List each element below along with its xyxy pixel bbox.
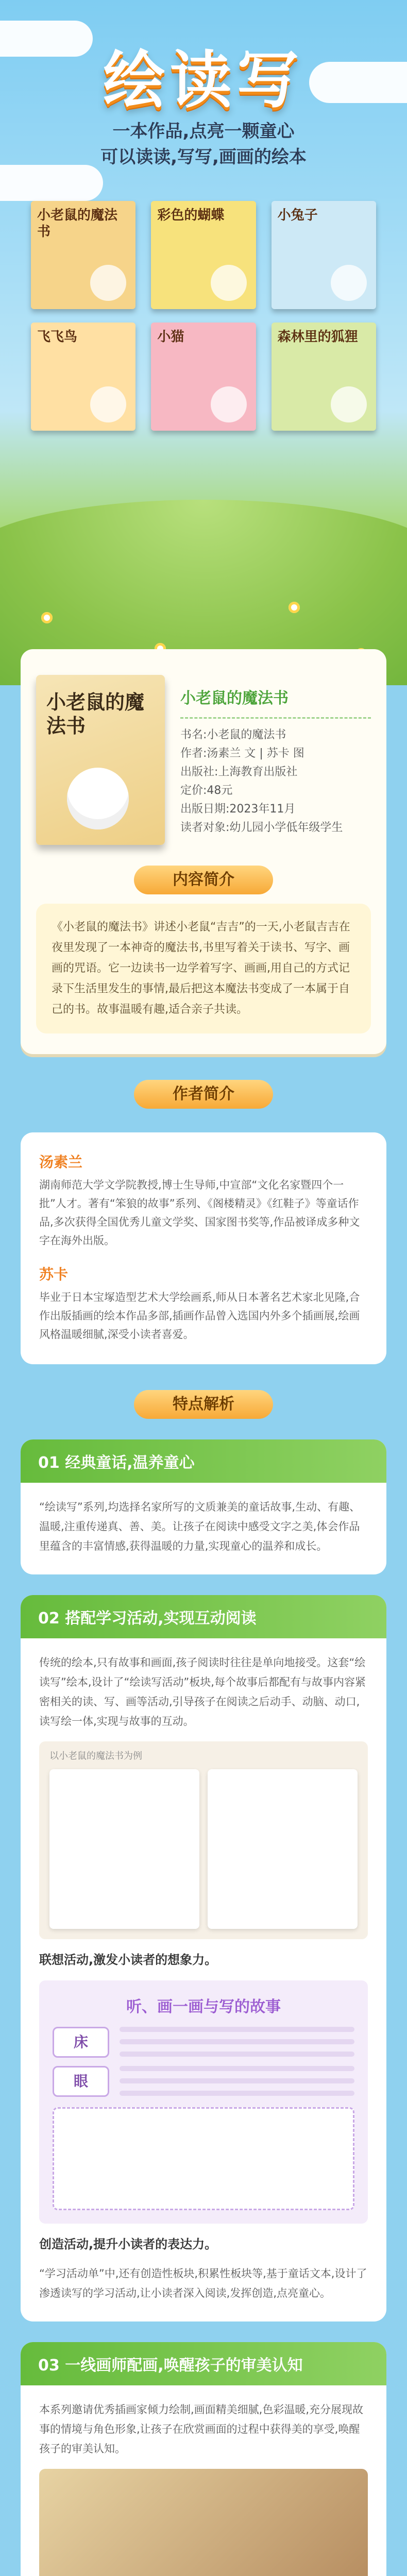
book-cover[interactable] [272, 201, 376, 309]
mouse-illustration [67, 768, 129, 829]
book-cover-title: 飞飞鸟 [37, 329, 78, 345]
feature-summary: “学习活动单”中,还有创造性板块,积累性板块等,基于童话文本,设计了渗透读写的学习活动,让小读者深入阅读,发挥创造,点亮童心。 [39, 2267, 367, 2299]
illustration-sample-1 [39, 2469, 368, 2576]
feature-text: 本系列邀请优秀插画家倾力绘制,画面精美细腻,色彩温暖,充分展现故事的情境与角色形象,让孩子在欣赏画面的过程中获得美的享受,唤醒孩子的审美认知。 [39, 2403, 364, 2455]
book-cover-title: 彩色的蝴蝶 [157, 208, 225, 223]
feature-heading: 02 搭配学习活动,实现互动阅读 [21, 1595, 386, 1638]
book-cover-illustration [90, 386, 126, 422]
writing-lines [120, 2027, 354, 2058]
hero-banner [0, 0, 407, 685]
book-detail-item: 作者:汤素兰 文 | 苏卡 图 [180, 747, 304, 760]
feature-highlight: 联想活动,激发小读者的想象力。 [39, 1953, 217, 1967]
cloud [0, 165, 103, 201]
book-detail-item: 定价:48元 [180, 784, 233, 797]
activity-tile: 床 [53, 2027, 109, 2058]
feature-body [21, 1638, 386, 2321]
book-info-card [21, 649, 386, 1054]
feature-card-3 [21, 2342, 386, 2576]
illustrator-name: 苏卡 [39, 1266, 69, 1283]
feature-heading: 03 一线画师配画,唤醒孩子的审美认知 [21, 2342, 386, 2385]
book-main-cover[interactable] [36, 675, 165, 845]
authors-card [21, 1132, 386, 1364]
book-detail-item: 书名:小老鼠的魔法书 [180, 728, 286, 741]
book-cover[interactable] [31, 323, 135, 431]
intro-title: 内容简介 [134, 866, 273, 894]
book-cover-illustration [90, 265, 126, 301]
activity-row [53, 2066, 354, 2097]
book-grid [31, 201, 376, 431]
book-cover-illustration [331, 386, 367, 422]
hero-slogan [0, 118, 407, 170]
sample-caption: 以小老鼠的魔法书为例 [49, 1751, 142, 1761]
sample-spread [39, 1741, 368, 1939]
activity-row [53, 2027, 354, 2058]
spread-pages [39, 1769, 368, 1939]
feature-card-2 [21, 1595, 386, 2321]
author-name: 汤素兰 [39, 1154, 83, 1171]
activity-tile: 眼 [53, 2066, 109, 2097]
brand-title: 绘读写 [103, 45, 304, 116]
book-cover-title: 森林里的狐狸 [277, 329, 358, 345]
feature-heading: 01 经典童话,温养童心 [21, 1439, 386, 1483]
book-tag: 小老鼠的魔法书 [180, 675, 371, 719]
book-detail-item: 出版日期:2023年11月 [180, 803, 296, 816]
feature-body [21, 2385, 386, 2576]
illustrator-bio: 毕业于日本宝塚造型艺术大学绘画系,师从日本著名艺术家北见隆,合作出版插画的绘本作品多部,插画作品曾入选国内外多个插画展,绘画风格温暖细腻,深受小读者喜爱。 [39, 1291, 360, 1341]
book-detail-item: 读者对象:幼儿园小学低年级学生 [180, 821, 343, 834]
book-main-cover-title: 小老鼠的魔法书 [46, 691, 145, 737]
spread-page-left [49, 1769, 199, 1929]
book-cover-illustration [211, 265, 247, 301]
activity-sheet [39, 1980, 368, 2224]
book-detail-list [180, 726, 371, 837]
feature-body [21, 1483, 386, 1574]
slogan-line-2: 可以读读,写写,画画的绘本 [100, 147, 307, 167]
author-bio: 湖南师范大学文学院教授,博士生导师,中宣部“文化名家暨四个一批”人才。著有“笨狼的故事”系列、《阁楼精灵》《红鞋子》等童话作品,多次获得全国优秀儿童文学奖、国家图书奖等,作品被译成多种文字在海外出版。 [39, 1179, 360, 1247]
spread-page-right [208, 1769, 358, 1929]
book-cover-illustration [211, 386, 247, 422]
feature-card-1 [21, 1439, 386, 1574]
flower-icon [289, 602, 300, 613]
drawing-frame [53, 2107, 354, 2210]
book-detail-item: 出版社:上海教育出版社 [180, 766, 298, 778]
book-cover-title: 小老鼠的魔法书 [37, 208, 118, 240]
book-cover[interactable] [151, 201, 256, 309]
book-cover[interactable] [151, 323, 256, 431]
book-info-row [36, 675, 371, 845]
feature-text: “绘读写”系列,均选择名家所写的文质兼美的童话故事,生动、有趣、温暖,注重传递真、善、美。让孩子在阅读中感受文字之美,体会作品里蕴含的丰富情感,获得温暖的力量,实现童心的温养和成长。 [39, 1501, 361, 1552]
slogan-line-1: 一本作品,点亮一颗童心 [112, 121, 295, 142]
feature-text: 传统的绘本,只有故事和画面,孩子阅读时往往是单向地接受。这套“绘读写”绘本,设计了“绘读写活动”板块,每个故事后都配有与故事内容紧密相关的读、写、画等活动,引导孩子在阅读之后动手、动脑、动口,读写绘一体,实现与故事的互动。 [39, 1656, 366, 1727]
book-cover[interactable] [272, 323, 376, 431]
book-cover-title: 小猫 [157, 329, 184, 345]
writing-lines [120, 2066, 354, 2097]
book-details [180, 675, 371, 837]
activity-note: 创造活动,提升小读者的表达力。 [39, 2237, 217, 2251]
intro-text: 《小老鼠的魔法书》讲述小老鼠“吉吉”的一天,小老鼠吉吉在夜里发现了一本神奇的魔法书,书里写着关于读书、写字、画画的咒语。它一边读书一边学着写字、画画,用自己的方式记录下生活里发生的事情,最后把这本魔法书变成了一本属于自己的书。故事温暖有趣,适合亲子共读。 [36, 904, 371, 1033]
authors-title: 作者简介 [134, 1080, 273, 1109]
book-cover[interactable] [31, 201, 135, 309]
book-cover-illustration [331, 265, 367, 301]
flower-icon [41, 612, 53, 623]
book-cover-title: 小兔子 [277, 208, 318, 223]
features-title: 特点解析 [134, 1390, 273, 1419]
activity-title: 听、画一画与写的故事 [126, 1998, 281, 2016]
